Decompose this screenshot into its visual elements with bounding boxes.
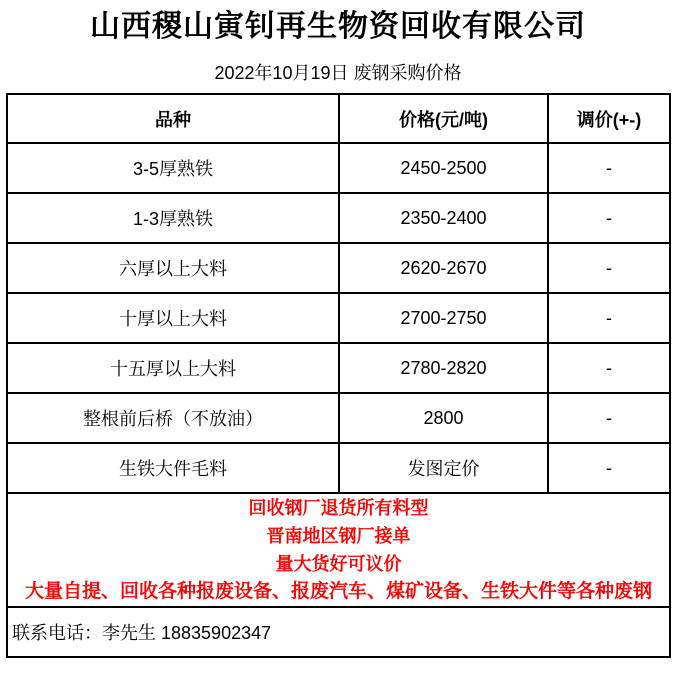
notes-section: [7, 493, 670, 607]
table-row: [7, 193, 670, 243]
variety-cell: 十厚以上大料: [7, 293, 339, 343]
price-table-header: [7, 94, 670, 143]
note-line: 大量自提、回收各种报废设备、报废汽车、煤矿设备、生铁大件等各种废钢: [24, 581, 652, 602]
price-table: [6, 93, 671, 658]
notes-row: [7, 493, 670, 607]
contact-row: [7, 607, 670, 657]
adjustment-cell: -: [548, 443, 670, 493]
price-cell: 2700-2750: [339, 293, 548, 343]
header-price: 价格(元/吨): [339, 94, 548, 143]
price-cell: 2780-2820: [339, 343, 548, 393]
adjustment-cell: -: [548, 243, 670, 293]
header-adjustment: 调价(+-): [548, 94, 670, 143]
variety-cell: 六厚以上大料: [7, 243, 339, 293]
note-line: 晋南地区钢厂接单: [266, 526, 411, 546]
table-row: [7, 443, 670, 493]
table-row: [7, 293, 670, 343]
header-variety: 品种: [7, 94, 339, 143]
table-row: [7, 343, 670, 393]
company-title: 山西稷山寅钊再生物资回收有限公司: [90, 10, 586, 43]
price-cell: 2620-2670: [339, 243, 548, 293]
table-row: [7, 143, 670, 193]
variety-cell: 1-3厚熟铁: [7, 193, 339, 243]
adjustment-cell: -: [548, 193, 670, 243]
variety-cell: 生铁大件毛料: [7, 443, 339, 493]
adjustment-cell: -: [548, 293, 670, 343]
price-cell: 2350-2400: [339, 193, 548, 243]
variety-cell: 整根前后桥（不放油）: [7, 393, 339, 443]
date-subtitle: 2022年10月19日 废钢采购价格: [214, 63, 462, 83]
header-row: [7, 94, 670, 143]
table-row: [7, 393, 670, 443]
variety-cell: 3-5厚熟铁: [7, 143, 339, 193]
adjustment-cell: -: [548, 143, 670, 193]
price-cell: 2800: [339, 393, 548, 443]
table-row: [7, 243, 670, 293]
adjustment-cell: -: [548, 393, 670, 443]
adjustment-cell: -: [548, 343, 670, 393]
price-cell: 2450-2500: [339, 143, 548, 193]
contact-phone: 联系电话：李先生 18835902347: [7, 607, 670, 657]
price-cell: 发图定价: [339, 443, 548, 493]
price-table-body: [7, 143, 670, 657]
note-line: 量大货好可议价: [275, 554, 402, 574]
note-line: 回收钢厂退货所有料型: [248, 498, 429, 518]
variety-cell: 十五厚以上大料: [7, 343, 339, 393]
